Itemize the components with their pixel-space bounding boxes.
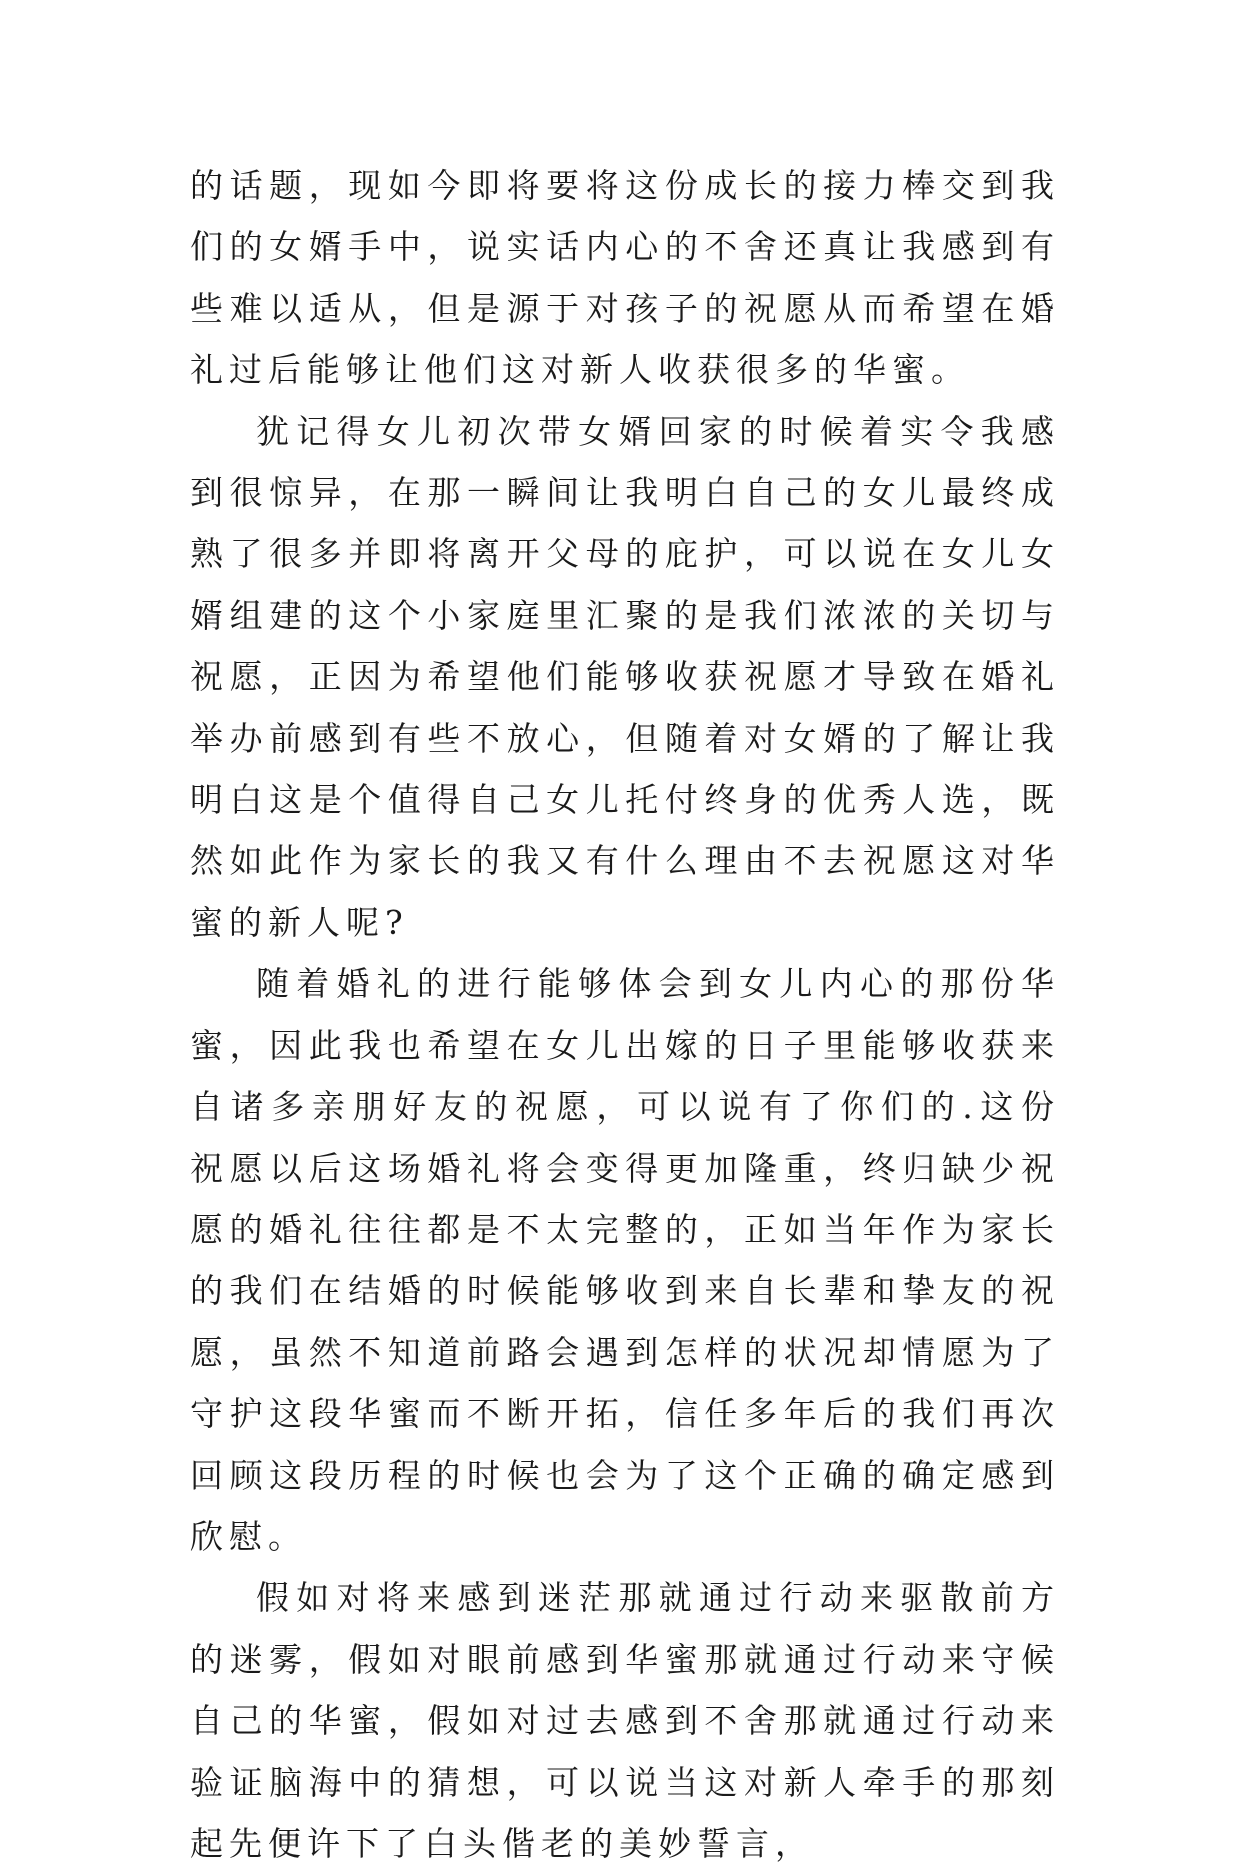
paragraph-2: 犹记得女儿初次带女婿回家的时候着实令我感到很惊异，在那一瞬间让我明白自己的女儿最终成熟了很多并即将离开父母的庇护，可以说在女儿女婿组建的这个小家庭里汇聚的是我们浓浓的关切与祝愿，正因为希望他们能够收获祝愿才导致在婚礼举办前感到有些不放心，但随着对女婿的了解让我明白这是个值得自己女儿托付终身的优秀人选，既然如此作为家长的我又有什么理由不去祝愿这对华蜜的新人呢? <box>190 411 1060 942</box>
paragraph-3: 随着婚礼的进行能够体会到女儿内心的那份华蜜，因此我也希望在女儿出嫁的日子里能够收获来自诸多亲朋好友的祝愿，可以说有了你们的.这份祝愿以后这场婚礼将会变得更加隆重，终归缺少祝愿的婚礼往往都是不太完整的，正如当年作为家长的我们在结婚的时候能够收到来自长辈和挚友的祝愿，虽然不知道前路会遇到怎样的状况却情愿为了守护这段华蜜而不断开拓，信任多年后的我们再次回顾这段历程的时候也会为了这个正确的确定感到欣慰。 <box>190 964 1060 1556</box>
paragraph-1: 的话题，现如今即将要将这份成长的接力棒交到我们的女婿手中，说实话内心的不舍还真让我感到有些难以适从，但是源于对孩子的祝愿从而希望在婚礼过后能够让他们这对新人收获很多的华蜜。 <box>190 166 1060 390</box>
paragraph-4: 假如对将来感到迷茫那就通过行动来驱散前方的迷雾，假如对眼前感到华蜜那就通过行动来守候自己的华蜜，假如对过去感到不舍那就通过行动来验证脑海中的猜想，可以说当这对新人牵手的那刻起先便许下了白头偕老的美妙誓言， <box>190 1578 1060 1863</box>
body-text <box>190 155 1060 1874</box>
